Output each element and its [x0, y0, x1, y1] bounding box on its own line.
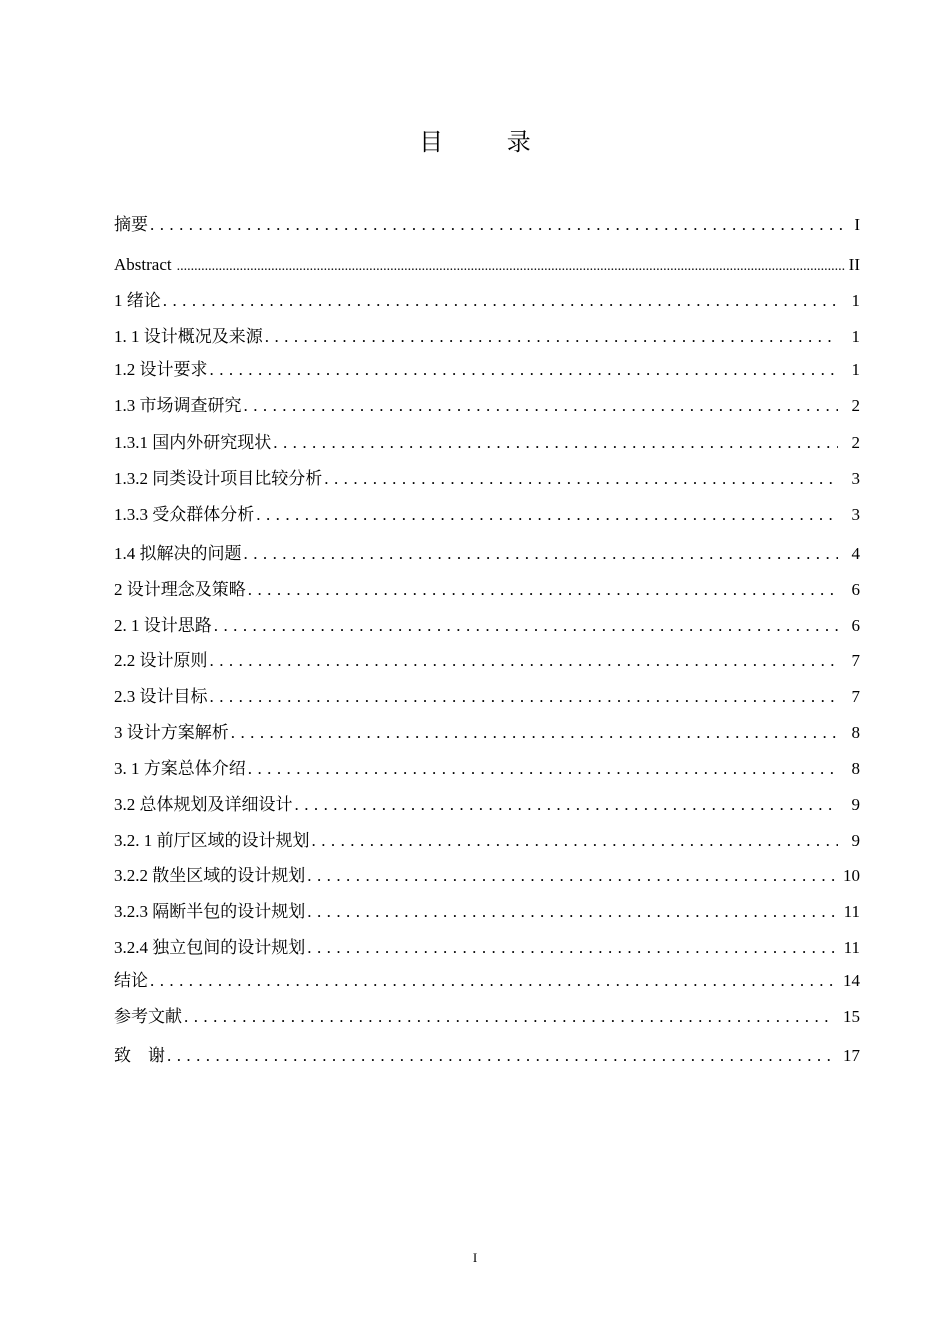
toc-entry-page: 10: [843, 866, 860, 885]
toc-entry-label: 3.2.4 独立包间的设计规划: [114, 938, 306, 957]
toc-entry[interactable]: [114, 290, 860, 312]
toc-entry[interactable]: [114, 1045, 860, 1067]
dot-leader: [210, 650, 839, 672]
dot-leader: [256, 504, 838, 526]
dot-leader: [312, 830, 839, 852]
toc-entry-page: 1: [851, 291, 860, 310]
toc-entry-label: 2.2 设计原则: [114, 651, 208, 670]
dot-leader: [248, 758, 838, 780]
dot-leader: [150, 214, 846, 236]
toc-entry-label: 3. 1 方案总体介绍: [114, 759, 246, 778]
toc-entry-page: 8: [851, 759, 860, 778]
toc-entry-page: 2: [851, 433, 860, 452]
toc-entry-label: 2 设计理念及策略: [114, 580, 246, 599]
dot-leader: [150, 970, 835, 992]
toc-entry-page: 7: [851, 687, 860, 706]
toc-entry-label: 3.2.3 隔断半包的设计规划: [114, 902, 306, 921]
toc-entry-page: 15: [843, 1007, 860, 1026]
dot-leader: [210, 359, 839, 381]
dot-leader: [231, 722, 838, 744]
toc-entry-page: 11: [843, 938, 860, 957]
toc-entry[interactable]: [114, 650, 860, 672]
dot-leader: [244, 395, 839, 417]
toc-entry-page: 3: [851, 505, 860, 524]
toc-entry-label: 3.2 总体规划及详细设计: [114, 795, 293, 814]
toc-entry[interactable]: [114, 543, 860, 565]
dot-leader: [177, 254, 846, 278]
dot-leader: [167, 1045, 835, 1067]
toc-entry[interactable]: [114, 758, 860, 780]
toc-entry[interactable]: [114, 504, 860, 526]
toc-entry-page: 1: [851, 327, 860, 346]
dot-leader: [184, 1006, 835, 1028]
toc-entry[interactable]: [114, 468, 860, 490]
toc-entry-label: 3 设计方案解析: [114, 723, 229, 742]
toc-entry-label: 1. 1 设计概况及来源: [114, 327, 263, 346]
dot-leader: [307, 937, 835, 959]
toc-entry-page: 9: [851, 831, 860, 850]
toc-entry[interactable]: [114, 615, 860, 637]
toc-entry[interactable]: [114, 359, 860, 381]
toc-entry-label: 1.4 拟解决的问题: [114, 544, 242, 563]
toc-entry-page: 7: [851, 651, 860, 670]
dot-leader: [163, 290, 838, 312]
toc-entry-label: 1 绪论: [114, 291, 161, 310]
toc-entry-page: 2: [851, 396, 860, 415]
toc-entry-page: II: [848, 255, 860, 274]
toc-entry[interactable]: [114, 722, 860, 744]
dot-leader: [324, 468, 838, 490]
dot-leader: [214, 615, 838, 637]
toc-entry-label: Abstract: [114, 255, 172, 274]
dot-leader: [273, 432, 838, 454]
toc-entry[interactable]: [114, 865, 860, 887]
dot-leader: [307, 865, 835, 887]
dot-leader: [210, 686, 839, 708]
toc-entry-label: 2. 1 设计思路: [114, 616, 212, 635]
toc-entry[interactable]: [114, 579, 860, 601]
toc-entry-page: 14: [843, 971, 860, 990]
toc-entry[interactable]: [114, 432, 860, 454]
dot-leader: [307, 901, 835, 923]
toc-entry-label: 3.2. 1 前厅区域的设计规划: [114, 831, 310, 850]
toc-entry[interactable]: [114, 326, 860, 348]
toc-entry-page: 11: [843, 902, 860, 921]
toc-entry-label: 1.3.2 同类设计项目比较分析: [114, 469, 323, 488]
toc-entry-page: I: [854, 215, 860, 234]
toc-entry-label: 1.3 市场调查研究: [114, 396, 242, 415]
toc-entry[interactable]: [114, 830, 860, 852]
dot-leader: [295, 794, 839, 816]
page-title: 目 录: [419, 128, 559, 156]
dot-leader: [248, 579, 838, 601]
toc-entry-page: 8: [851, 723, 860, 742]
toc-entry-label: 2.3 设计目标: [114, 687, 208, 706]
toc-entry-label: 3.2.2 散坐区域的设计规划: [114, 866, 306, 885]
toc-entry-label: 参考文献: [114, 1007, 182, 1026]
toc-entry-page: 17: [843, 1046, 860, 1065]
toc-entry-page: 3: [851, 469, 860, 488]
toc-entry-page: 6: [851, 580, 860, 599]
toc-entry[interactable]: [114, 794, 860, 816]
toc-entry[interactable]: [114, 214, 860, 236]
dot-leader: [265, 326, 838, 348]
toc-entry-page: 4: [851, 544, 860, 563]
toc-entry[interactable]: [114, 686, 860, 708]
toc-entry[interactable]: [114, 1006, 860, 1028]
toc-entry[interactable]: [114, 901, 860, 923]
toc-entry-label: 1.3.1 国内外研究现状: [114, 433, 272, 452]
page-number-footer: I: [472, 1250, 478, 1265]
toc-entry-label: 致 谢: [114, 1046, 165, 1065]
toc-entry-label: 1.3.3 受众群体分析: [114, 505, 255, 524]
toc-entry-label: 结论: [114, 971, 148, 990]
toc-entry[interactable]: [114, 254, 860, 276]
toc-entry[interactable]: [114, 970, 860, 992]
toc-entry[interactable]: [114, 937, 860, 959]
toc-entry-label: 摘要: [114, 215, 148, 234]
toc-entry[interactable]: [114, 395, 860, 417]
toc-entry-page: 1: [851, 360, 860, 379]
toc-entry-page: 6: [851, 616, 860, 635]
toc-entry-label: 1.2 设计要求: [114, 360, 208, 379]
dot-leader: [244, 543, 839, 565]
toc-entry-page: 9: [851, 795, 860, 814]
